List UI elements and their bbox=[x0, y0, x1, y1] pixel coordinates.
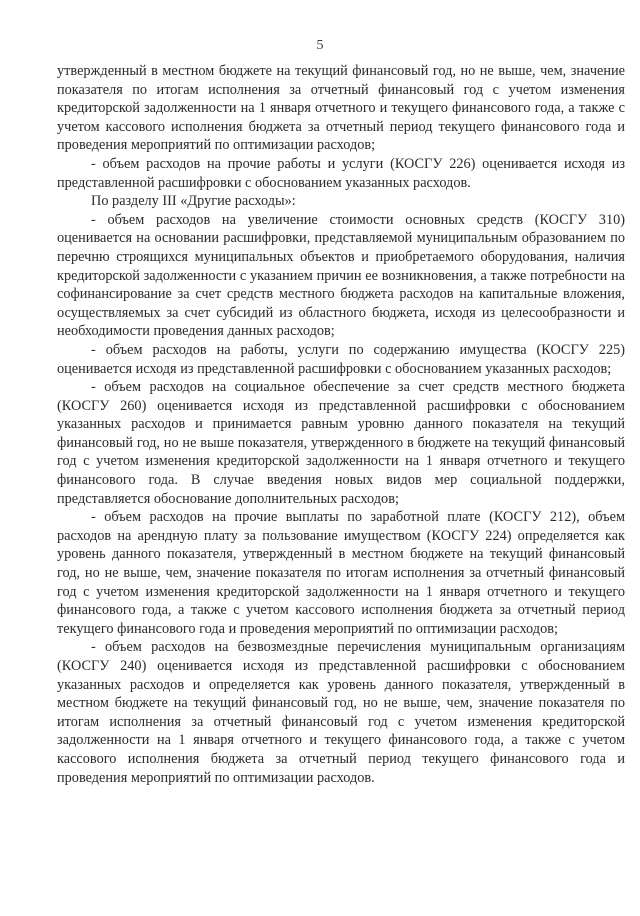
paragraph-kosgu-225: - объем расходов на работы, услуги по содержанию имущества (КОСГУ 225) оценивается исходя из представленной расшифровки с обоснованием указанных расходов; bbox=[57, 341, 625, 377]
paragraph-kosgu-260: - объем расходов на социальное обеспечение за счет средств местного бюджета (КОСГУ 260) оценивается исходя из представленной расшифровки с обоснованием указанных расходов и принимается равным уровню данного показателя на текущий финансовый год, но не выше показателя, утвержденного в бюджете на текущий финансовый год с учетом изменения кредиторской задолженности на 1 января отчетного и текущего финансового года. В случае введения новых видов мер социальной поддержки, представляется обоснование дополнительных расходов; bbox=[57, 379, 625, 507]
paragraph-continuation: утвержденный в местном бюджете на текущий финансовый год, но не выше, чем, значение показателя по итогам исполнения за отчетный финансовый год с учетом изменения кредиторской задолженности на 1 января отчетного и текущего финансового года, а также с учетом кассового исполнения бюджета за отчетный период текущего финансового года и проведения мероприятий по оптимизации расходов; bbox=[57, 63, 625, 154]
paragraph-kosgu-226: - объем расходов на прочие работы и услуги (КОСГУ 226) оценивается исходя из представленной расшифровки с обоснованием указанных расходов. bbox=[57, 155, 625, 191]
document-body bbox=[57, 62, 625, 787]
page-number: 5 bbox=[316, 38, 324, 53]
paragraph-kosgu-240: - объем расходов на безвозмездные перечисления муниципальным организациям (КОСГУ 240) оценивается исходя из представленной расшифровки с обоснованием указанных расходов и определяется как уровень данного показателя, утвержденный в местном бюджете на текущий финансовый год, но не выше, чем, значение показателя по итогам исполнения за отчетный финансовый год с учетом изменения кредиторской задолженности на 1 января отчетного и текущего финансового года, а также с учетом кассового исполнения бюджета за отчетный период текущего финансового года и проведения мероприятий по оптимизации расходов. bbox=[57, 639, 625, 786]
paragraph-kosgu-310: - объем расходов на увеличение стоимости основных средств (КОСГУ 310) оценивается на основании расшифровки, представляемой муниципальным образованием по перечню строящихся муниципальных объектов и приобретаемого оборудования, наличия кредиторской задолженности с указанием причин ее возникновения, а также потребности на софинансирование за счет средств местного бюджета расходов на капитальные вложения, осуществляемых за счет субсидий из областного бюджета, исходя из целесообразности и необходимости проведения данных расходов; bbox=[57, 211, 625, 340]
paragraph-kosgu-212-224: - объем расходов на прочие выплаты по заработной плате (КОСГУ 212), объем расходов на арендную плату за пользование имуществом (КОСГУ 224) определяется как уровень данного показателя, утвержденный в местном бюджете на текущий финансовый год, но не выше, чем, значение показателя по итогам исполнения за отчетный финансовый год с учетом изменения кредиторской задолженности на 1 января отчетного и текущего финансового года, а также с учетом кассового исполнения бюджета за отчетный период текущего финансового года и проведения мероприятий по оптимизации расходов; bbox=[57, 509, 625, 637]
section-heading-other-expenses: По разделу III «Другие расходы»: bbox=[91, 193, 296, 210]
